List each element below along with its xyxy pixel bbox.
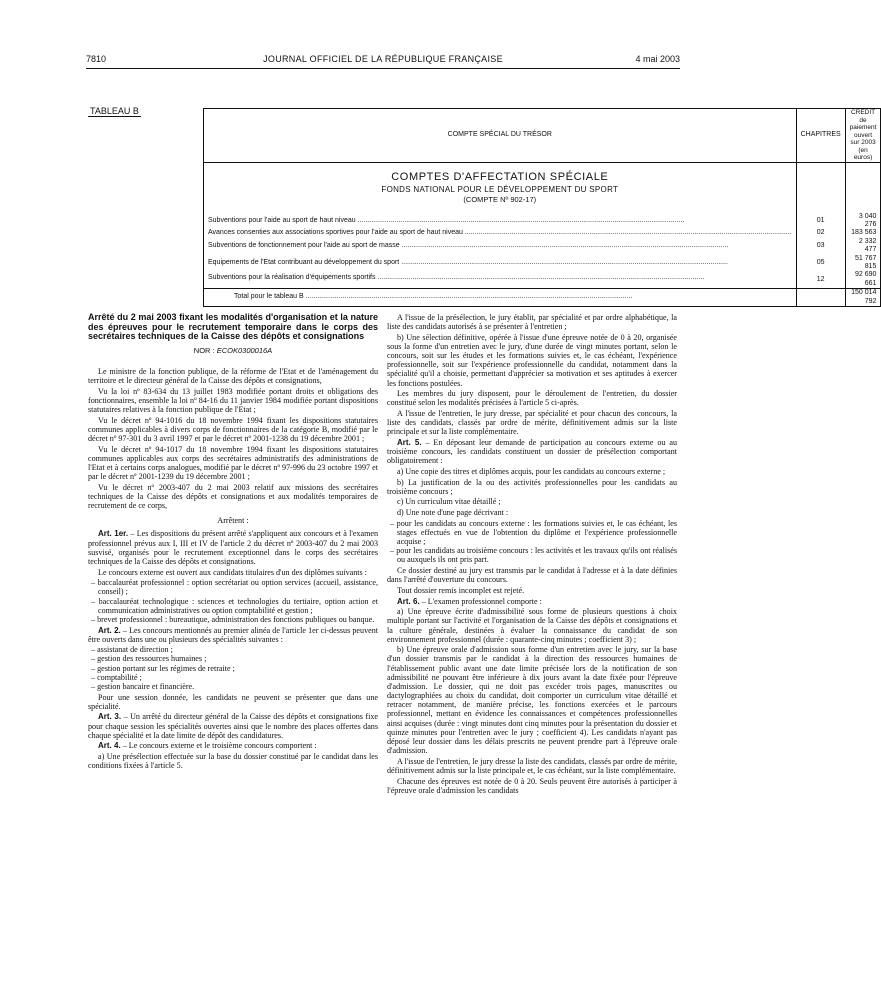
table-row: Subventions pour l'aide au sport de haut niveau ..... 01 3 040 276 [204,213,881,230]
paragraph: b) La justification de la ou des activités professionnelles pour les candidats au troisième concours ; [387,477,677,496]
paragraph: Vu le décret nº 94-1016 du 18 novembre 1994 fixant les dispositions statutaires communes applicables à divers corps de fonctionnaires de la catégorie B, modifié par le décret nº 97-301 du 3 avril 1997 et par le décret nº 2001-1238 du 19 décembre 2001 ; [88,415,378,444]
paragraph: Vu le décret nº 2003-407 du 2 mai 2003 relatif aux missions des secrétaires techniques de la Caisse des dépôts et consignations et aux modalités temporaires de recrutement de ce corps, [88,482,378,511]
paragraph: Pour une session donnée, les candidats ne peuvent se présenter que dans une spécialité. [88,692,378,711]
paragraph: Vu le décret nº 94-1017 du 18 novembre 1994 fixant les dispositions statutaires communes applicables aux corps des secrétaires administratifs des administrations de l'Etat et à certains corps analogues, modifié par le décret nº 97-996 du 23 octobre 1997 et par le décret nº 2001-1239 du 19 décembre 2001 ; [88,444,378,482]
table-row: Subventions pour la réalisation d'équipements sportifs ..... 12 92 690 661 [204,271,881,288]
paragraph: d) Une note d'une page décrivant : [397,508,509,518]
article-1: Art. 1er. – Les dispositions du présent arrêté s'appliquent aux concours et à l'examen professionnel prévus aux I, III et IV de l'article 2 du décret nº 2003-407 du 2 mai 2003 susvisé, organisés pour le recrutement exceptionnel dans le corps des secrétaires techniques de la Caisse des dépôts et consignations. [88,529,378,566]
list-item: – assistanat de direction ; [88,645,378,654]
arretent: Arrêtent : [217,516,249,526]
paragraph: b) Une épreuve orale d'admission sous forme d'un entretien avec le jury, sur la base d'un dossier transmis par le candidat à la direction des ressources humaines de l'établissement public avant une date limite précisée lors de la notification de son admissibilité ne pouvant être inférieure à dix jours avant la date fixée pour l'épreuve d'admission. Le dossier, qui ne doit pas excéder trois pages, manuscrites ou dactylographiées au choix du candidat, doit comporter un curriculum vitae détaillé et retracer notamment, de manière précise, les fonctions exercées et le parcours professionnel, mettant en évidence les connaissances et compétences professionnelles ainsi acquises (durée : vingt minutes dont cinq minutes pour la présentation du dossier et quinze minutes pour l'entretien avec le jury ; coefficient 4). Les candidats n'ayant pas déposé leur dossier dans les délais prescrits ne peuvent prendre part à l'épreuve orale d'admission. [387,645,677,756]
list-item: – gestion portant sur les régimes de retraite ; [88,664,378,673]
journal-title: JOURNAL OFFICIEL DE LA RÉPUBLIQUE FRANÇAISE [263,54,503,64]
paragraph: Ce dossier destiné au jury est transmis par le candidat à l'adresse et à la date définies dans l'arrêté d'ouverture du concours. [387,566,677,585]
table-row: Subventions de fonctionnement pour l'aide au sport de masse ..... 03 2 332 477 [204,238,881,255]
specialty-list [88,645,378,691]
list-item: – brevet professionnel : bureautique, administration des fonctions publiques ou banque. [88,615,378,624]
table-row: Equipements de l'Etat contribuant au développement du sport ..... 05 51 767 815 [204,255,881,272]
list-item: – baccalauréat technologique : sciences et technologies du tertiaire, option action et communication administratives ou option comptabilité et gestion ; [88,597,378,615]
nor-reference: NOR : ECOK0300016A [193,345,273,355]
paragraph: A l'issue de l'entretien, le jury dresse la liste des candidats, classés par ordre de mérite, définitivement admis sur la liste principale et, le cas échéant, sur la liste complémentaire. [387,756,677,775]
left-column [88,313,378,772]
col-header-chapitres: CHAPITRES [796,109,845,163]
article-5: Art. 5. – En déposant leur demande de participation au concours externe ou au troisième concours, les candidats constituent un dossier de présélection comportant obligatoirement : [387,438,677,466]
list-item: – gestion des ressources humaines ; [88,654,378,663]
paragraph: A l'issue de la présélection, le jury établit, par spécialité et par ordre alphabétique, la liste des candidats autorisés à se présenter à l'entretien ; [387,313,677,332]
paragraph: Le concours externe est ouvert aux candidats titulaires d'un des diplômes suivants : [98,567,367,577]
list-item: – comptabilité ; [88,673,378,682]
article-3: Art. 3. – Un arrêté du directeur général de la Caisse des dépôts et consignations fixe pour chaque session les spécialités ouvertes ainsi que le nombre des places offertes dans chaque spécialité et la date limite de dépôt des candidatures. [88,712,378,740]
issue-date: 4 mai 2003 [635,54,680,64]
paragraph: a) Une copie des titres et diplômes acquis, pour les candidats au concours externe ; [397,467,666,476]
paragraph: Tout dossier remis incomplet est rejeté. [397,585,525,595]
table-total-row: Total pour le tableau B ..... 150 014 792 [204,289,881,307]
paragraph: Vu la loi nº 83-634 du 13 juillet 1983 modifiée portant droits et obligations des fonctionnaires, ensemble la loi nº 84-16 du 11 janvier 1984 modifiée portant dispositions statutaires relatives à la fonction publique de l'Etat ; [88,386,378,415]
arrete-title: Arrêté du 2 mai 2003 fixant les modalités d'organisation et la nature des épreuves pour le recrutement temporaire dans le corps des secrétaires techniques de la Caisse des dépôts et consignations [88,312,378,342]
paragraph: b) Une sélection définitive, opérée à l'issue d'une épreuve notée de 0 à 20, organisée sous la forme d'un entretien avec le jury, d'une durée de vingt minutes portant, selon le concours, soit sur les études et les formations suivies et, le cas échéant, l'expérience professionnelle, soit sur l'expérience professionnelle du candidat, notamment dans la spécialité qu'il a choisie, permettant d'apprécier sa motivation et ses aptitudes à exercer les fonctions postulées. [387,332,677,388]
header-rule [86,68,680,69]
section-heading: COMPTES D'AFFECTATION SPÉCIALE FONDS NATIONAL POUR LE DÉVELOPPEMENT DU SPORT (COMPTE Nº 902-17) [204,162,797,213]
paragraph: a) Une épreuve écrite d'admissibilité sous forme de plusieurs questions à choix multiple portant sur l'activité et l'organisation de la Caisse des dépôts et consignations et la culture générale, destinées à évaluer la connaissance du candidat de son environnement professionnel (durée : quarante-cinq minutes ; coefficient 3) ; [387,607,677,644]
paragraph: Le ministre de la fonction publique, de la réforme de l'Etat et de l'aménagement du territoire et le directeur général de la Caisse des dépôts et consignations, [88,366,378,386]
article-4: Art. 4. – Le concours externe et le troisième concours comportent : [98,741,317,751]
paragraph: Chacune des épreuves est notée de 0 à 20. Seuls peuvent être autorisés à participer à l'épreuve orale d'admission les candidats [387,776,677,795]
list-item: – gestion bancaire et financière. [88,682,378,691]
diploma-list [88,578,378,624]
paragraph: Les membres du jury disposent, pour le déroulement de l'entretien, du dossier constitué selon les modalités précisées à l'article 5 ci-après. [387,389,677,408]
right-column [387,313,677,796]
article-2: Art. 2. – Les concours mentionnés au premier alinéa de l'article 1er ci-dessus peuvent être ouverts dans une ou plusieurs des spécialités suivantes : [88,625,379,644]
col-header-compte: COMPTE SPÉCIAL DU TRÉSOR [204,109,797,163]
article-6: Art. 6. – L'examen professionnel comporte : [397,596,542,606]
page-number: 7810 [86,54,107,64]
col-header-credit: CRÉDIT de paiement ouvert sur 2003 (en euros) [845,109,881,163]
list-item: – pour les candidats au concours externe : les formations suivies et, le cas échéant, les stages effectués en vue de l'obtention du diplôme et l'expérience professionnelle acquise ; [387,519,677,546]
list-item: – baccalauréat professionnel : option secrétariat ou option services (accueil, assistance, conseil) ; [88,578,378,596]
list-item: – pour les candidats au troisième concours : les activités et les travaux qu'ils ont réalisés ou auxquels ils ont pris part. [387,546,677,564]
paragraph: a) Une présélection effectuée sur la base du dossier constitué par le candidat dans les conditions fixées à l'article 5. [88,752,378,771]
tableau-b [203,108,881,307]
paragraph: A l'issue de l'entretien, le jury dresse, par spécialité et pour chacun des concours, la liste des candidats, classés par ordre de mérite, définitivement admis sur la liste principale et sur la liste complémentaire. [387,409,677,437]
paragraph: c) Un curriculum vitae détaillé ; [397,497,501,507]
tableau-label: TABLEAU B [90,106,139,116]
table-row: Avances consenties aux associations sportives pour l'aide au sport de haut niveau ..... 02 183 563 [204,229,881,237]
note-list [387,519,677,565]
